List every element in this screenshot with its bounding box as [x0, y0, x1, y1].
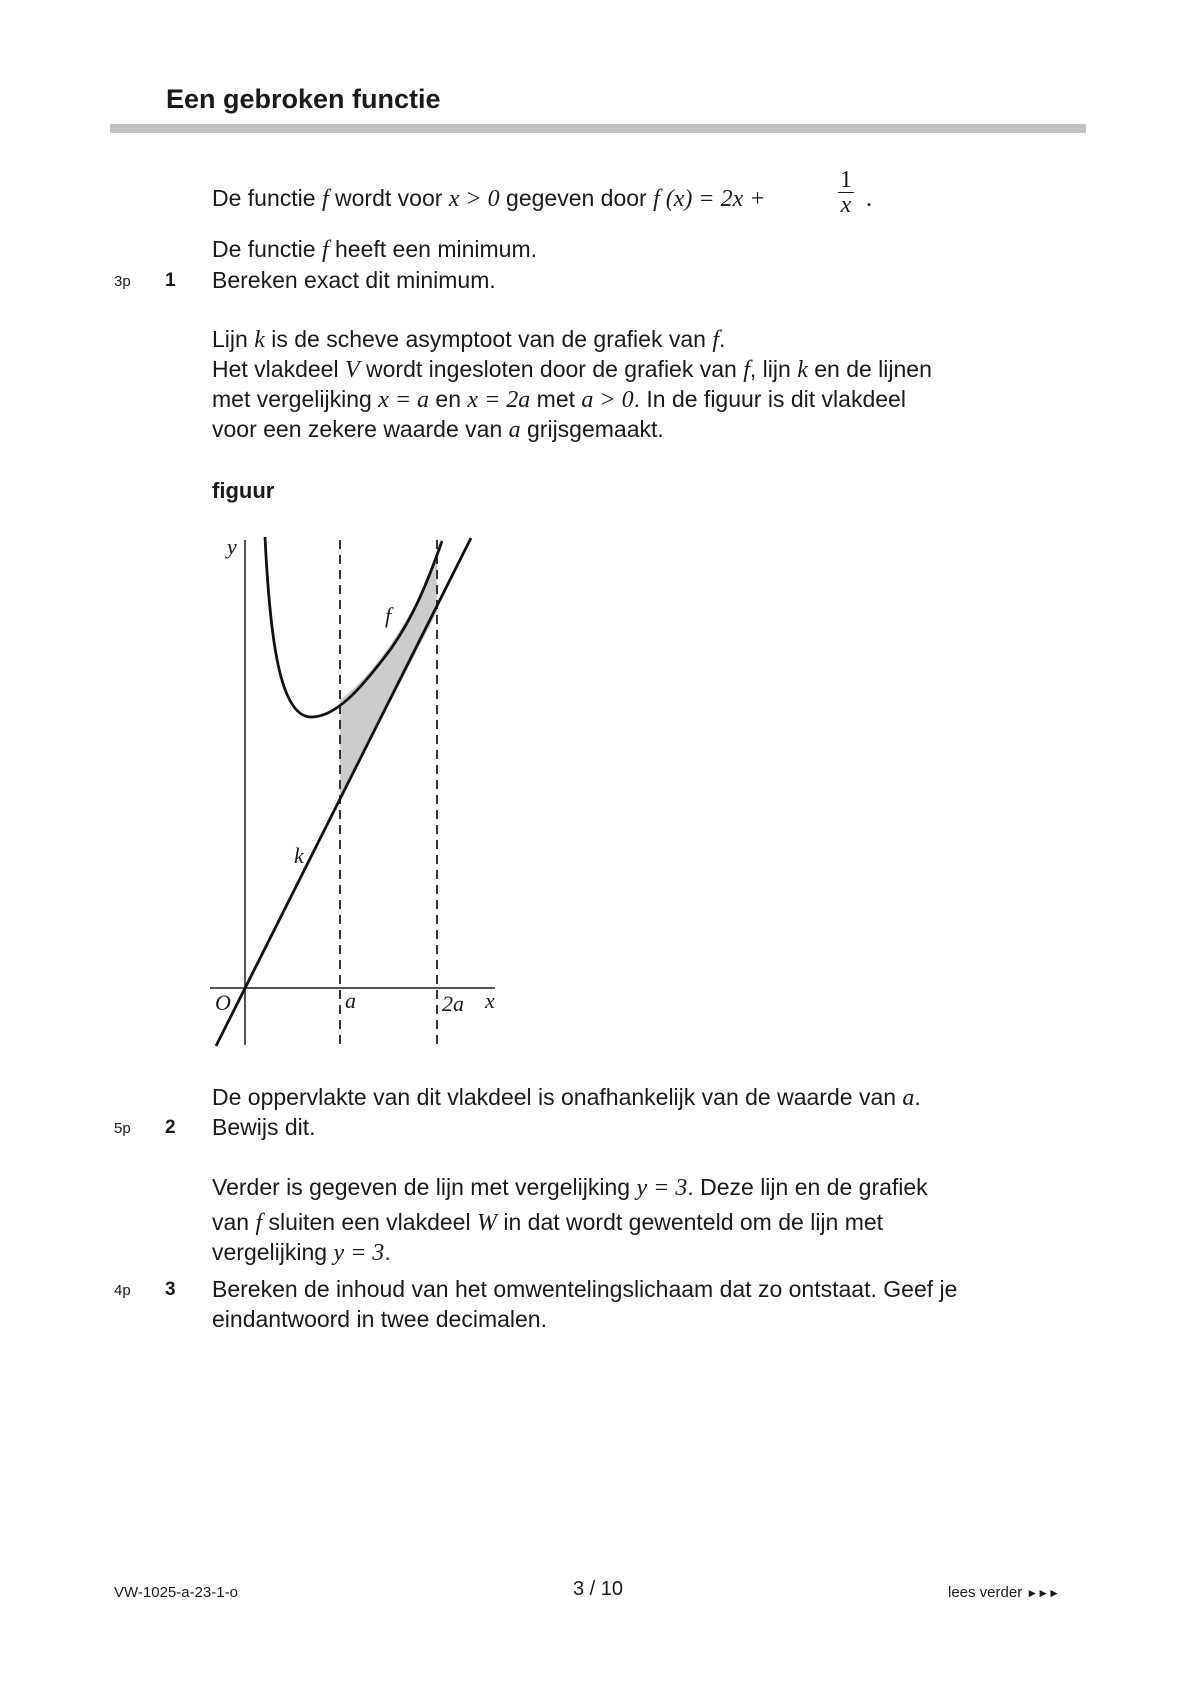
shaded-region-v — [340, 560, 437, 800]
para4-line-3: vergelijking y = 3. — [212, 1239, 391, 1266]
question-3-points: 4p — [114, 1282, 131, 1299]
question-1-points: 3p — [114, 273, 131, 290]
question-2-number: 2 — [165, 1117, 176, 1138]
triple-arrow-icon: ►►► — [1026, 1586, 1060, 1600]
para4-line-2: van f sluiten een vlakdeel W in dat wordt gewenteld om de lijn met — [212, 1209, 884, 1236]
y-axis-label: y — [227, 534, 237, 559]
origin-label: O — [215, 990, 231, 1015]
intro-line-2: De functie f heeft een minimum. — [212, 236, 537, 263]
x-axis-label: x — [485, 988, 495, 1013]
footer-exam-code: VW-1025-a-23-1-o — [114, 1584, 238, 1601]
intro-line-1: De functie f wordt voor x > 0 gegeven door f (x) = 2x + — [212, 185, 766, 212]
figure-label: figuur — [212, 478, 275, 503]
para3: De oppervlakte van dit vlakdeel is onafhankelijk van de waarde van a. — [212, 1084, 921, 1111]
page-title: Een gebroken functie — [166, 84, 441, 114]
para2-line-4: voor een zekere waarde van a grijsgemaakt. — [212, 416, 664, 443]
para2-line-3: met vergelijking x = a en x = 2a met a > 0. In de figuur is dit vlakdeel — [212, 386, 906, 413]
question-3-text-line-2: eindantwoord in twee decimalen. — [212, 1306, 547, 1332]
question-1-text: Bereken exact dit minimum. — [212, 267, 496, 293]
formula: f (x) = 2x + — [653, 186, 766, 212]
k-line-label: k — [294, 843, 304, 868]
f-curve-label: f — [385, 603, 392, 628]
question-2-points: 5p — [114, 1120, 131, 1137]
para2-line-1: Lijn k is de scheve asymptoot van de grafiek van f. — [212, 326, 726, 353]
para2-line-2: Het vlakdeel V wordt ingesloten door de grafiek van f, lijn k en de lijnen — [212, 356, 932, 383]
question-3-number: 3 — [165, 1279, 176, 1300]
footer-page-number: 3 / 10 — [573, 1578, 624, 1600]
asymptote-k — [216, 538, 471, 1046]
para4-line-1: Verder is gegeven de lijn met vergelijking y = 3. Deze lijn en de grafiek — [212, 1174, 928, 1201]
question-2-text: Bewijs dit. — [212, 1114, 316, 1140]
question-1-number: 1 — [165, 270, 176, 291]
footer-continue: lees verder ►►► — [948, 1584, 1060, 1601]
tick-label-a: a — [345, 988, 356, 1013]
formula-fraction: $\frac{1}{x}$ — [840, 167, 852, 218]
question-3-text-line-1: Bereken de inhoud van het omwentelingslichaam dat zo ontstaat. Geef je — [212, 1276, 958, 1302]
tick-label-2a: 2a — [442, 991, 464, 1016]
